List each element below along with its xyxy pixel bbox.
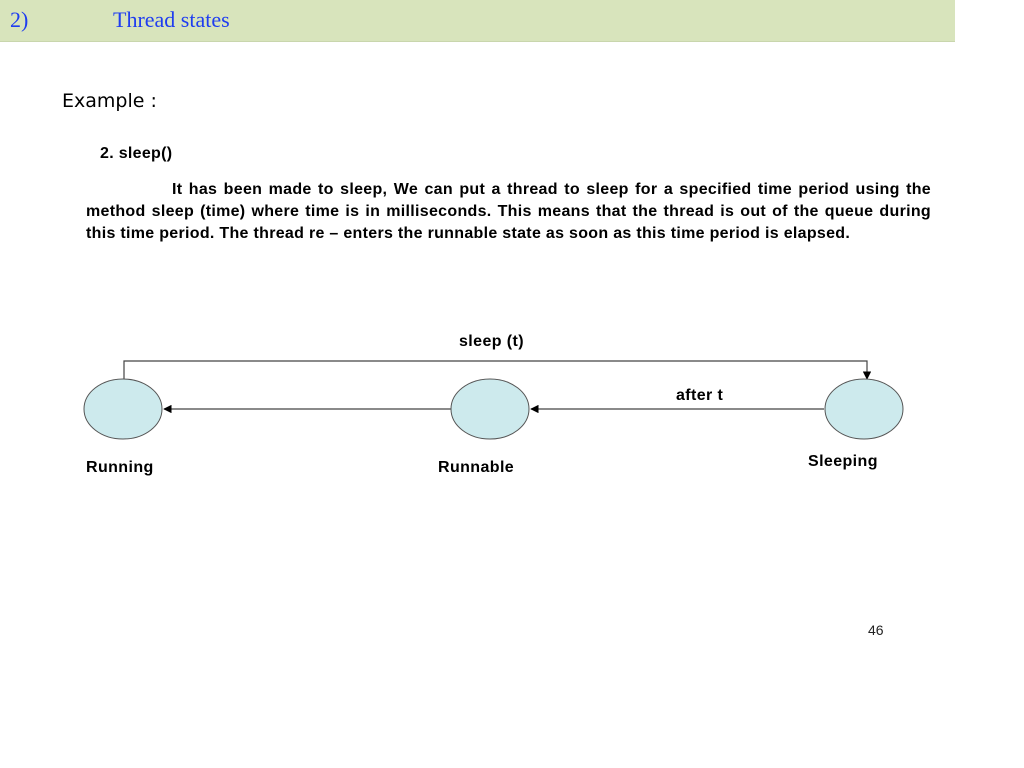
example-label: Example :	[62, 90, 157, 112]
page-number: 46	[868, 622, 884, 638]
after-t-label: after t	[676, 387, 724, 404]
paragraph-text: It has been made to sleep, We can put a thread to sleep for a specified time period using the method sleep (time) where time is in milliseconds. This means that the thread is out of the queue during this time period. The thread re – enters the runnable state as soon as this time period is elapsed.	[86, 181, 931, 242]
section-number: 2)	[10, 7, 29, 32]
sleep-edge-label: sleep (t)	[459, 333, 524, 350]
slide-title: Thread states	[113, 7, 230, 32]
state-runnable-label: Runnable	[438, 459, 515, 476]
section-heading: 2. sleep()	[100, 145, 173, 162]
state-running-label: Running	[86, 459, 154, 476]
sleep-edge	[124, 361, 867, 380]
state-sleeping-label: Sleeping	[808, 453, 878, 470]
state-running	[84, 379, 162, 439]
state-runnable	[451, 379, 529, 439]
state-sleeping	[825, 379, 903, 439]
